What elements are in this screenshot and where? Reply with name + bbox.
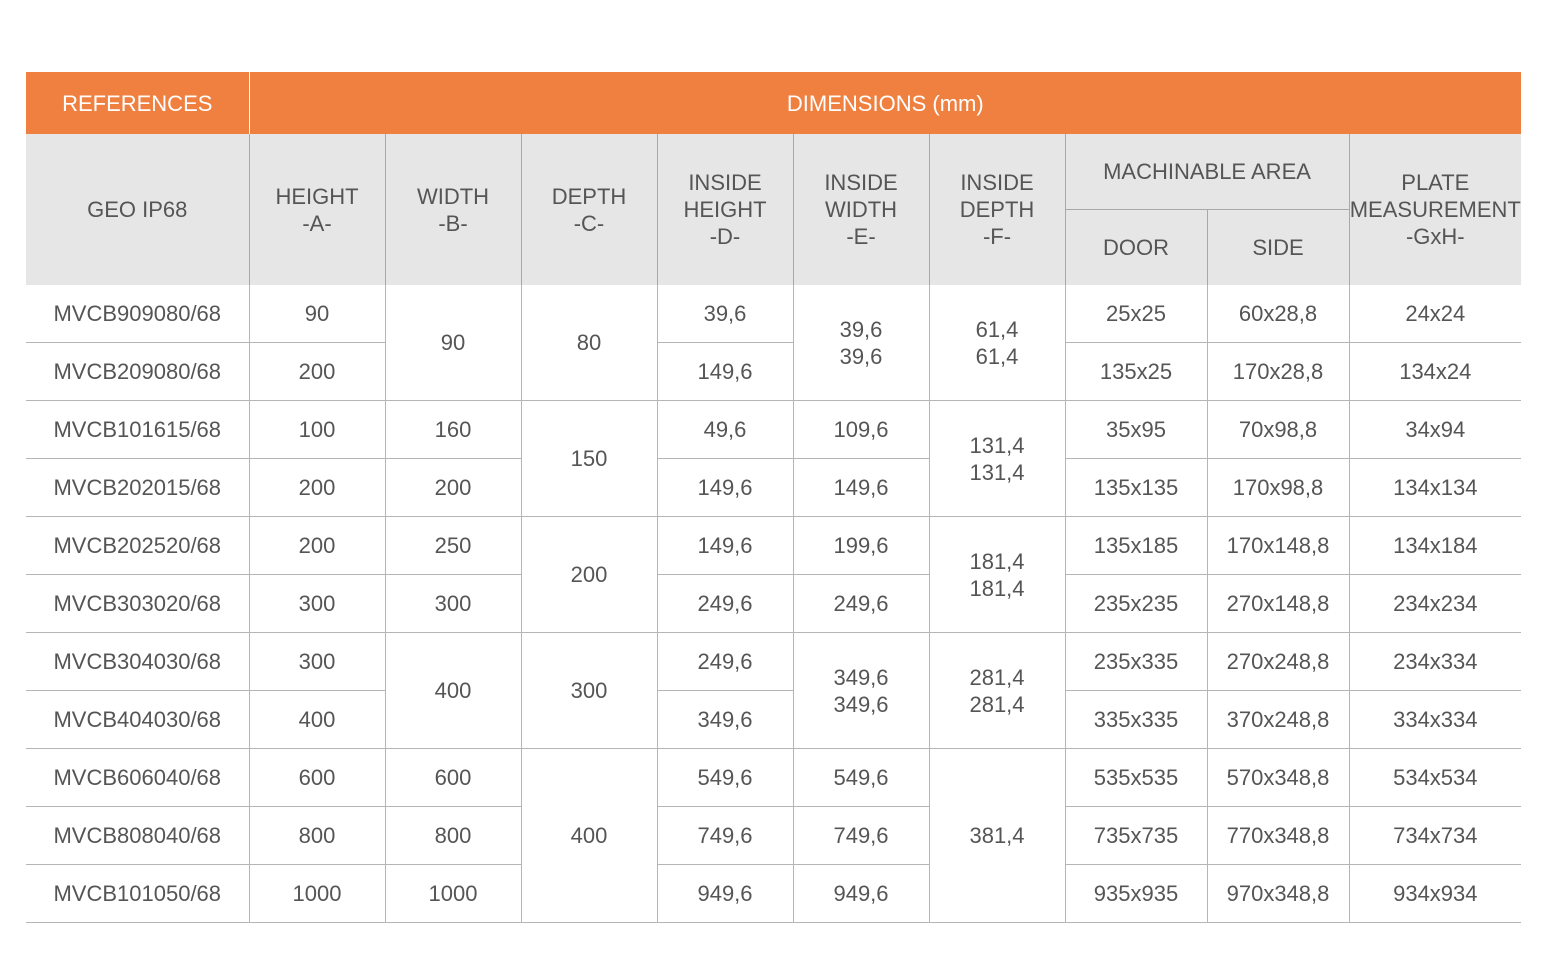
table-row	[26, 517, 1521, 575]
inside-depth-header	[929, 134, 1065, 285]
door-cell: 235x235	[1065, 575, 1207, 633]
table-row	[26, 691, 1521, 749]
references-header: REFERENCES	[26, 72, 249, 134]
depth-header	[521, 134, 657, 285]
reference-cell: MVCB209080/68	[26, 343, 249, 401]
height-cell: 300	[249, 575, 385, 633]
table-row	[26, 459, 1521, 517]
height-cell: 800	[249, 807, 385, 865]
width-cell: 160	[385, 401, 521, 459]
inside-height-cell: 249,6	[657, 633, 793, 691]
plate-cell: 334x334	[1349, 691, 1521, 749]
depth-header-code: -C-	[573, 210, 605, 236]
door-cell: 935x935	[1065, 865, 1207, 923]
height-cell: 100	[249, 401, 385, 459]
depth-cell: 300	[521, 633, 657, 749]
plate-cell: 134x24	[1349, 343, 1521, 401]
depth-header-label: DEPTH	[551, 183, 627, 209]
door-cell: 35x95	[1065, 401, 1207, 459]
height-cell: 300	[249, 633, 385, 691]
inside-depth-value: 181,4	[969, 575, 1025, 601]
reference-cell: MVCB606040/68	[26, 749, 249, 807]
height-header-code: -A-	[302, 210, 332, 236]
reference-cell: MVCB404030/68	[26, 691, 249, 749]
height-cell: 1000	[249, 865, 385, 923]
plate-cell: 234x234	[1349, 575, 1521, 633]
inside-width-value: 349,6	[833, 664, 889, 690]
table-row	[26, 633, 1521, 691]
inside-width-cell	[793, 633, 929, 749]
plate-header-line1: PLATE	[1401, 170, 1470, 195]
dimensions-header: DIMENSIONS (mm)	[249, 72, 1521, 134]
table-row	[26, 807, 1521, 865]
plate-header-code: -GxH-	[1405, 224, 1465, 249]
door-cell: 235x335	[1065, 633, 1207, 691]
inside-width-header-code: -E-	[846, 224, 876, 249]
reference-cell: MVCB909080/68	[26, 285, 249, 343]
table-row	[26, 401, 1521, 459]
inside-height-header-code: -D-	[709, 224, 741, 249]
door-cell: 135x185	[1065, 517, 1207, 575]
inside-height-cell: 149,6	[657, 459, 793, 517]
side-cell: 170x148,8	[1207, 517, 1349, 575]
inside-depth-header-line1: INSIDE	[960, 170, 1034, 195]
inside-height-cell: 249,6	[657, 575, 793, 633]
width-cell: 300	[385, 575, 521, 633]
inside-width-cell: 949,6	[793, 865, 929, 923]
width-cell: 1000	[385, 865, 521, 923]
side-cell: 970x348,8	[1207, 865, 1349, 923]
column-header-row	[26, 134, 1521, 210]
depth-cell: 80	[521, 285, 657, 401]
geo-header: GEO IP68	[26, 134, 249, 285]
table-row	[26, 749, 1521, 807]
door-cell: 535x535	[1065, 749, 1207, 807]
inside-height-header	[657, 134, 793, 285]
reference-cell: MVCB303020/68	[26, 575, 249, 633]
side-header: SIDE	[1207, 210, 1349, 286]
door-cell: 335x335	[1065, 691, 1207, 749]
reference-cell: MVCB808040/68	[26, 807, 249, 865]
plate-header-line2: MEASUREMENT	[1349, 197, 1521, 222]
reference-cell: MVCB101050/68	[26, 865, 249, 923]
width-header-code: -B-	[438, 210, 468, 236]
inside-width-value: 39,6	[839, 316, 883, 342]
reference-cell: MVCB202520/68	[26, 517, 249, 575]
inside-width-cell: 249,6	[793, 575, 929, 633]
height-header-label: HEIGHT	[275, 183, 359, 209]
width-cell: 600	[385, 749, 521, 807]
height-header	[249, 134, 385, 285]
reference-cell: MVCB202015/68	[26, 459, 249, 517]
width-header	[385, 134, 521, 285]
inside-depth-cell	[929, 517, 1065, 633]
inside-depth-cell	[929, 285, 1065, 401]
width-cell: 90	[385, 285, 521, 401]
plate-cell: 34x94	[1349, 401, 1521, 459]
side-cell: 60x28,8	[1207, 285, 1349, 343]
table-row	[26, 343, 1521, 401]
plate-cell: 734x734	[1349, 807, 1521, 865]
inside-depth-cell	[929, 633, 1065, 749]
side-cell: 170x98,8	[1207, 459, 1349, 517]
inside-depth-value: 181,4	[969, 548, 1025, 574]
inside-depth-value: 281,4	[969, 691, 1025, 717]
width-cell: 400	[385, 633, 521, 749]
machinable-area-header: MACHINABLE AREA	[1065, 134, 1349, 210]
table-row	[26, 865, 1521, 923]
depth-cell: 200	[521, 517, 657, 633]
dimensions-table	[26, 72, 1521, 923]
inside-width-cell: 749,6	[793, 807, 929, 865]
plate-cell: 534x534	[1349, 749, 1521, 807]
inside-height-cell: 349,6	[657, 691, 793, 749]
inside-depth-value: 131,4	[969, 459, 1025, 485]
height-cell: 90	[249, 285, 385, 343]
plate-measurement-header	[1349, 134, 1521, 285]
inside-height-cell: 949,6	[657, 865, 793, 923]
reference-cell: MVCB101615/68	[26, 401, 249, 459]
reference-cell: MVCB304030/68	[26, 633, 249, 691]
height-cell: 200	[249, 459, 385, 517]
table-row	[26, 575, 1521, 633]
height-cell: 600	[249, 749, 385, 807]
inside-width-value: 39,6	[839, 343, 883, 369]
inside-width-cell: 549,6	[793, 749, 929, 807]
height-cell: 200	[249, 517, 385, 575]
width-cell: 800	[385, 807, 521, 865]
inside-depth-value: 131,4	[969, 432, 1025, 458]
inside-height-cell: 149,6	[657, 517, 793, 575]
inside-width-value: 349,6	[833, 691, 889, 717]
width-cell: 200	[385, 459, 521, 517]
inside-depth-cell	[929, 401, 1065, 517]
width-header-label: WIDTH	[416, 183, 490, 209]
plate-cell: 934x934	[1349, 865, 1521, 923]
side-cell: 70x98,8	[1207, 401, 1349, 459]
inside-height-cell: 149,6	[657, 343, 793, 401]
side-cell: 170x28,8	[1207, 343, 1349, 401]
inside-depth-value: 281,4	[969, 664, 1025, 690]
door-cell: 735x735	[1065, 807, 1207, 865]
inside-width-cell	[793, 285, 929, 401]
inside-width-header-line1: INSIDE	[824, 170, 898, 195]
inside-height-cell: 39,6	[657, 285, 793, 343]
inside-width-cell: 199,6	[793, 517, 929, 575]
plate-cell: 234x334	[1349, 633, 1521, 691]
door-cell: 135x135	[1065, 459, 1207, 517]
inside-height-cell: 749,6	[657, 807, 793, 865]
inside-height-cell: 549,6	[657, 749, 793, 807]
door-header: DOOR	[1065, 210, 1207, 286]
door-cell: 25x25	[1065, 285, 1207, 343]
width-cell: 250	[385, 517, 521, 575]
inside-depth-value: 61,4	[975, 343, 1019, 369]
side-cell: 770x348,8	[1207, 807, 1349, 865]
plate-cell: 24x24	[1349, 285, 1521, 343]
plate-cell: 134x134	[1349, 459, 1521, 517]
plate-cell: 134x184	[1349, 517, 1521, 575]
inside-depth-header-line2: DEPTH	[959, 197, 1035, 222]
inside-depth-cell: 381,4	[929, 749, 1065, 923]
inside-height-header-line2: HEIGHT	[683, 197, 767, 222]
height-cell: 400	[249, 691, 385, 749]
inside-width-header	[793, 134, 929, 285]
inside-height-header-line1: INSIDE	[688, 170, 762, 195]
height-cell: 200	[249, 343, 385, 401]
depth-cell: 400	[521, 749, 657, 923]
side-cell: 270x148,8	[1207, 575, 1349, 633]
side-cell: 570x348,8	[1207, 749, 1349, 807]
side-cell: 270x248,8	[1207, 633, 1349, 691]
side-cell: 370x248,8	[1207, 691, 1349, 749]
table-row	[26, 285, 1521, 343]
inside-depth-value: 61,4	[975, 316, 1019, 342]
inside-height-cell: 49,6	[657, 401, 793, 459]
orange-header-row	[26, 72, 1521, 134]
inside-width-cell: 109,6	[793, 401, 929, 459]
inside-width-header-line2: WIDTH	[824, 197, 898, 222]
door-cell: 135x25	[1065, 343, 1207, 401]
inside-depth-header-code: -F-	[982, 224, 1012, 249]
inside-width-cell: 149,6	[793, 459, 929, 517]
depth-cell: 150	[521, 401, 657, 517]
